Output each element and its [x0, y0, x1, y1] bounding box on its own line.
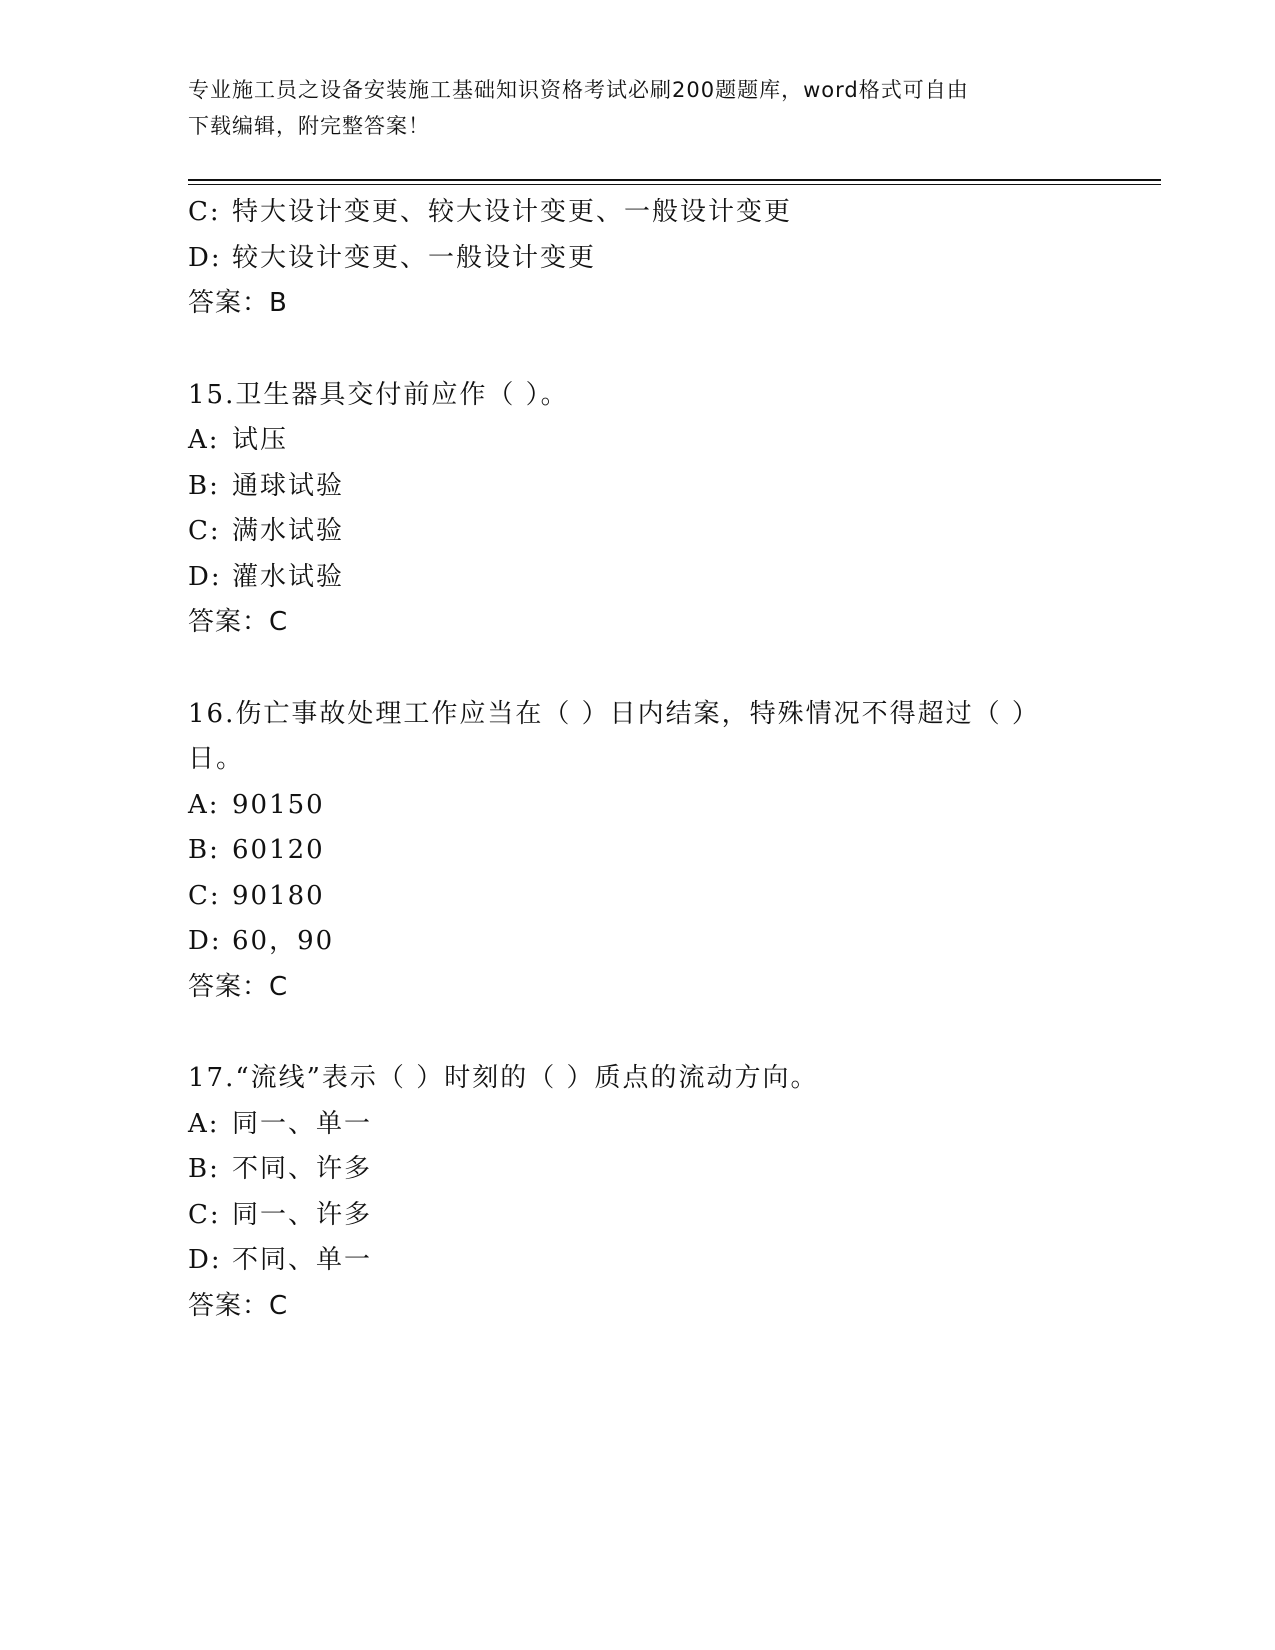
option-letter: B:: [188, 835, 220, 865]
answer-line: 答案：B: [188, 288, 288, 318]
page-header: [188, 72, 1088, 144]
option-letter: A:: [188, 789, 220, 820]
option-text: 不同、许多: [232, 1154, 373, 1184]
answer-line: 答案：C: [188, 607, 289, 637]
option-text: 60120: [232, 835, 325, 865]
option-b: [188, 828, 1088, 874]
header-title-line-2: 下载编辑，附完整答案！: [188, 114, 430, 138]
option-a: [188, 1102, 1088, 1148]
option-letter: D:: [188, 926, 222, 956]
option-letter: B:: [188, 1154, 220, 1184]
option-letter: A:: [188, 425, 220, 455]
question-stem: 15.卫生器具交付前应作（ ）。: [188, 379, 569, 410]
option-d: [188, 236, 1088, 282]
option-c: [188, 509, 1088, 555]
header-divider: [188, 179, 1161, 181]
question-stem-continued: 日。: [188, 744, 245, 774]
header-title-line-1: 专业施工员之设备安装施工基础知识资格考试必刷200题题库，word格式可自由: [188, 78, 969, 102]
option-text: 满水试验: [232, 516, 345, 546]
option-letter: C:: [188, 880, 221, 911]
option-d: [188, 555, 1088, 601]
option-b: [188, 464, 1088, 510]
answer-line: 答案：C: [188, 1290, 289, 1321]
option-text: 90150: [232, 789, 325, 820]
option-c: [188, 190, 1088, 236]
option-letter: C:: [188, 1199, 221, 1230]
option-text: 同一、许多: [232, 1199, 373, 1230]
question-stem: 17.“流线”表示（ ）时刻的（ ）质点的流动方向。: [188, 1063, 819, 1093]
prev-question-fragment: [188, 190, 1088, 327]
option-c: [188, 874, 1088, 920]
document-body: [188, 190, 1088, 1329]
option-text: 60，90: [232, 926, 335, 956]
option-letter: A:: [188, 1108, 220, 1139]
question-17: [188, 1056, 1088, 1329]
option-c: [188, 1193, 1088, 1239]
option-text: 同一、单一: [232, 1108, 373, 1139]
option-letter: C:: [188, 516, 221, 546]
option-letter: C:: [188, 197, 221, 227]
option-text: 90180: [232, 880, 325, 911]
option-text: 不同、单一: [232, 1245, 373, 1275]
option-text: 试压: [232, 425, 289, 455]
answer-line: 答案：C: [188, 971, 289, 1002]
question-15: [188, 373, 1088, 646]
option-text: 通球试验: [232, 470, 345, 501]
option-a: [188, 418, 1088, 464]
option-text: 特大设计变更、较大设计变更、一般设计变更: [232, 197, 793, 227]
question-16: [188, 692, 1088, 1011]
option-d: [188, 1238, 1088, 1284]
question-stem: 16.伤亡事故处理工作应当在（ ）日内结案，特殊情况不得超过（ ）: [188, 698, 1040, 729]
option-text: 灌水试验: [232, 561, 345, 592]
option-a: [188, 783, 1088, 829]
option-letter: D:: [188, 1245, 222, 1275]
option-b: [188, 1147, 1088, 1193]
option-text: 较大设计变更、一般设计变更: [232, 242, 597, 273]
header-divider-thin: [188, 184, 1161, 185]
option-letter: D:: [188, 242, 222, 273]
option-letter: D:: [188, 561, 222, 592]
option-letter: B:: [188, 470, 220, 501]
option-d: [188, 919, 1088, 965]
